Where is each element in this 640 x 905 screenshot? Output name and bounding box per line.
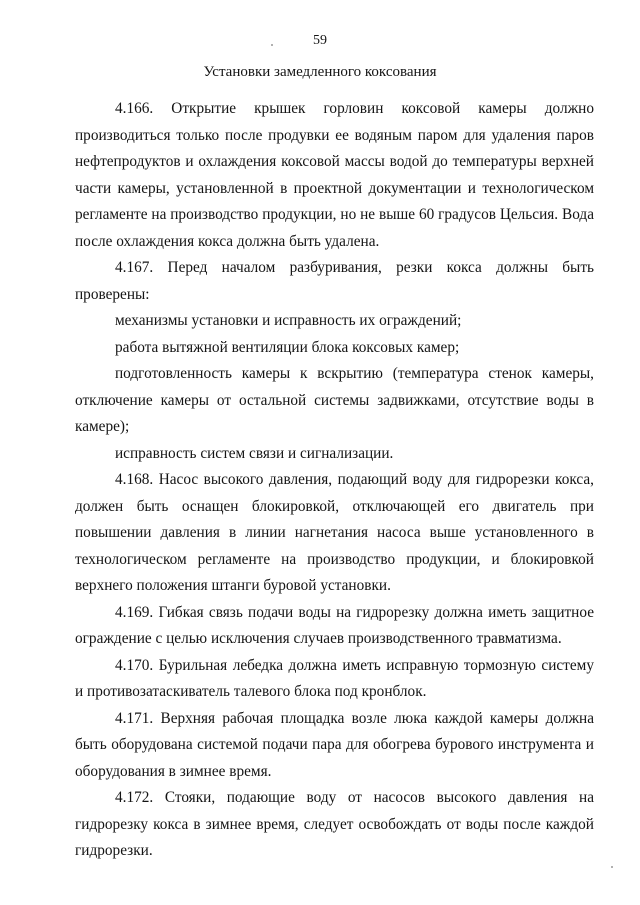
list-item: работа вытяжной вентиляции блока коксовых камер;	[115, 338, 460, 356]
paragraph-4-171: 4.171. Верхняя рабочая площадка возле люка каждой камеры должна быть оборудована системой подачи пара для обогрева бурового инструмента и оборудования в зимнее время.	[75, 709, 594, 780]
scan-speck	[611, 866, 613, 868]
paragraph-4-166: 4.166. Открытие крышек горловин коксовой камеры должно производиться только после продувки ее водяным паром для удаления паров нефтепродуктов и охлаждения коксовой массы водой до температуры верхней части камеры, установленной в проектной документации и технологическом регламенте на производство продукции, но не выше 60 градусов Цельсия. Вода после охлаждения кокса должна быть удалена.	[75, 100, 594, 250]
paragraph-4-169: 4.169. Гибкая связь подачи воды на гидрорезку должна иметь защитное ограждение с целью исключения случаев производственного травматизма.	[75, 603, 594, 647]
list-item: исправность систем связи и сигнализации.	[115, 444, 394, 462]
scan-speck	[271, 44, 273, 46]
page-number: 59	[313, 33, 327, 48]
list-item: механизмы установки и исправность их ограждений;	[115, 312, 462, 329]
list-item: подготовленность камеры к вскрытию (температура стенок камеры, отключение камеры от остальной системы задвижками, отсутствие воды в камере);	[75, 365, 594, 435]
section-title: Установки замедленного коксования	[203, 64, 437, 80]
document-body	[75, 96, 594, 865]
paragraph-4-172: 4.172. Стояки, подающие воду от насосов высокого давления на гидрорезку кокса в зимнее время, следует освобождать от воды после каждой гидрорезки.	[75, 789, 594, 859]
paragraph-4-167: 4.167. Перед началом разбуривания, резки кокса должны быть проверены:	[75, 259, 594, 303]
paragraph-4-170: 4.170. Бурильная лебедка должна иметь исправную тормозную систему и противозатаскиватель талевого блока под кронблок.	[75, 656, 594, 700]
paragraph-4-168: 4.168. Насос высокого давления, подающий воду для гидрорезки кокса, должен быть оснащен блокировкой, отключающей его двигатель при повышении давления в линии нагнетания насоса выше установленного в технологическом регламенте на производство продукции, и блокировкой верхнего положения штанги буровой установки.	[75, 471, 594, 594]
